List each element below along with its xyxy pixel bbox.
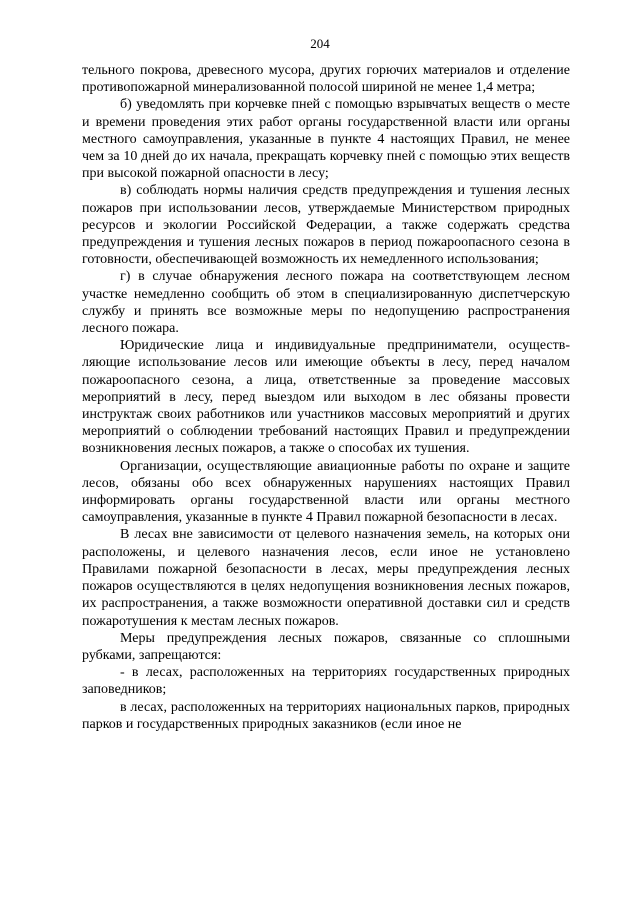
paragraph: тельного покрова, древесного мусора, других горючих материалов и отделение противопожарной минерализованной полосой шириной не менее 1,4 метра; — [82, 63, 570, 96]
paragraph-last: в лесах, расположенных на территориях национальных парков, природных парков и государственных природных заказников (если иное не — [82, 699, 570, 732]
paragraph: г) в случае обнаружения лесного пожара на соответствующем лесном участке немедленно сообщить об этом в специализированную диспетчерскую службу и принять все возможные меры по недопущению распространения лесного пожара. — [82, 269, 570, 337]
paragraph: В лесах вне зависимости от целевого назначения земель, на которых они расположены, и целевого назначения лесов, если иное не установлено Правилами пожарной безопасности в лесах, меры предупреждения лесных пожаров осуществляются в целях недопущения возникновения лесных пожаров, их распространения, а также возможности оперативной доставки сил и средств пожаротушения к местам лесных пожаров. — [82, 527, 570, 629]
paragraph: - в лесах, расположенных на территориях государственных природных заповедников; — [82, 665, 570, 698]
page-number: 204 — [310, 36, 330, 51]
paragraph: Меры предупреждения лесных пожаров, связанные со сплошными рубками, запрещаются: — [82, 630, 570, 663]
paragraph: б) уведомлять при корчевке пней с помощью взрывчатых веществ о месте и времени проведения этих работ органы государственной власти или органы местного самоуправления, указанные в пункте 4 настоящих Правил, не менее чем за 10 дней до их начала, прекращать корчевку пней с помощью этих веществ при высокой пожарной опасности в лесу; — [82, 97, 570, 182]
paragraph: в) соблюдать нормы наличия средств предупреждения и тушения лесных пожаров при использовании лесов, утверждаемые Министерством природных ресурсов и экологии Российской Федерации, а также содержать средства предупреждения и тушения лесных пожаров в период пожароопасного сезона в готовности, обеспечивающей возможность их немедленного использования; — [82, 183, 570, 268]
paragraph: Юридические лица и индивидуальные предприниматели, осуществляющие использование лесов или имеющие объекты в лесу, перед началом пожароопасного сезона, а лица, ответственные за проведение массовых мероприятий в лесу, перед выездом или выходом в лес обязаны провести инструктаж своих работников или участников массовых мероприятий и других мероприятий о соблюдении требований настоящих Правил и предупреждении возникновения лесных пожаров, а также о способах их тушения. — [82, 338, 570, 457]
paragraph: Организации, осуществляющие авиационные работы по охране и защите лесов, обязаны обо всех обнаруженных нарушениях настоящих Правил информировать органы государственной власти или органы местного самоуправления, указанные в пункте 4 Правил пожарной безопасности в лесах. — [82, 458, 570, 526]
document-body — [82, 62, 570, 733]
